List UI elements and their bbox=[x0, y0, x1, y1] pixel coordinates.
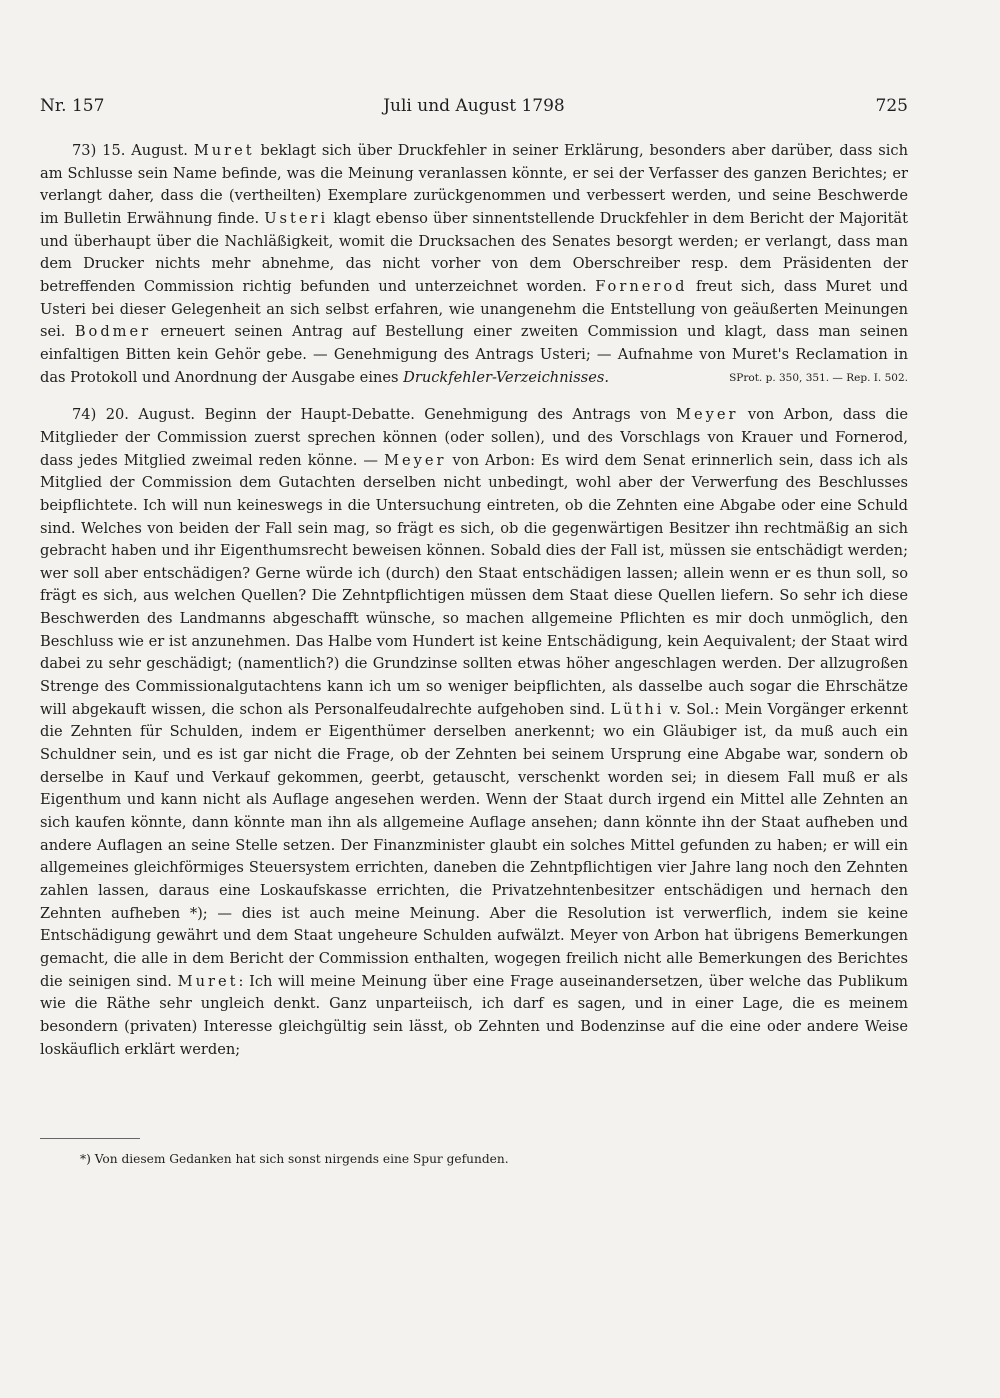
speaker-name: Bodmer bbox=[74, 323, 152, 341]
speaker-name: Muret bbox=[177, 972, 239, 990]
text-run: klagt ebenso über sinnentstellende Druckfehler in dem Bericht der Majorität und überhaupt über die Nachläßigkeit, womit die Drucksachen des Senates besorgt werden; er verlangt, dass man dem Drucker nichts mehr abnehme, das nicht vorher von dem Oberschreiber resp. dem Präsidenten der betreffenden Commission richtig befunden und unterzeichnet worden. bbox=[40, 209, 908, 295]
text-run: freut sich, dass Muret und Usteri bei dieser Gelegenheit an sich selbst erfahren, wie unangenehm die Entstellung von geäußerten Meinungen sei. bbox=[40, 277, 908, 341]
entry-74 bbox=[40, 404, 908, 1061]
text-run: 74) 20. August. Beginn der Haupt-Debatte. Genehmigung des Antrags von bbox=[72, 406, 676, 424]
source-reference: SProt. p. 350, 351. — Rep. I. 502. bbox=[729, 371, 908, 384]
footnote-divider bbox=[40, 1138, 140, 1139]
speaker-name: Lüthi bbox=[610, 700, 665, 718]
speaker-name: Usteri bbox=[264, 209, 329, 227]
body-text bbox=[40, 140, 908, 1061]
running-title: Juli und August 1798 bbox=[383, 96, 565, 116]
speaker-name: Fornerod bbox=[595, 277, 688, 295]
speaker-name: Meyer bbox=[676, 406, 739, 424]
page-header bbox=[40, 96, 908, 126]
text-run: beklagt sich über Druckfehler in seiner Erklärung, besonders aber darüber, dass sich am Schlusse sein Name befinde, was die Meinung veranlassen könnte, er sei der Verfasser des ganzen Berichtes; er verlangt daher, dass die (vertheilten) Exemplare zurückgenommen und verbessert werden, und seine Beschwerde im Bulletin Erwähnung finde. bbox=[40, 142, 909, 227]
page-number: 725 bbox=[875, 96, 908, 116]
text-run: v. Sol.: Mein Vorgänger erkennt die Zehnten für Schulden, indem er Eigenthümer derselben anerkennt; wo ein Gläubiger ist, da muß auch ein Schuldner sein, und es ist gar nicht die Frage, ob der Zehnten bei seinem Ursprung eine Abgabe war, sondern ob derselbe in Kauf und Verkauf gekommen, geerbt, getauscht, verschenkt worden sei; in diesem Fall muß er als Eigenthum und kann nicht als Auflage angesehen werden. Wenn der Staat durch irgend ein Mittel alle Zehnten an sich kaufen könnte, dann könnte man ihn als allgemeine Auflage ansehen; dann könnte ihn der Staat aufheben und andere Auflagen an seine Stelle setzen. Der Finanzminister glaubt ein solches Mittel gefunden zu haben; er will ein allgemeines gleichförmiges Steuersystem errichten, daneben die Zehntpflichtigen vier Jahre lang noch den Zehnten zahlen lassen, daraus eine Loskaufskasse errichten, die Privatzehntenbesitzer entschädigen und hernach den Zehnten aufheben *); — dies ist auch meine Meinung. Aber die Resolution ist verwerflich, indem sie keine Entschädigung gewährt und dem Staat ungeheure Schulden aufwälzt. Meyer von Arbon hat übrigens Bemerkungen gemacht, die alle in dem Bericht der Commission enthalten, wogegen freilich nicht alle Bemerkungen des Berichtes die seinigen sind. bbox=[40, 700, 908, 990]
footnote: *) Von diesem Gedanken hat sich sonst nirgends eine Spur gefunden. bbox=[80, 1152, 509, 1166]
text-run: 73) 15. August. bbox=[72, 142, 194, 159]
speaker-name: Meyer bbox=[384, 451, 447, 469]
document-number: Nr. 157 bbox=[40, 96, 105, 116]
text-run: von Arbon, dass die Mitglieder der Commission zuerst sprechen können (oder sollen), und des Vorschlags von Krauer und Fornerod, dass jedes Mitglied zweimal reden könne. — bbox=[40, 406, 908, 469]
text-run: erneuert seinen Antrag auf Bestellung einer zweiten Commission und klagt, dass man seinen einfaltigen Bitten kein Gehör gebe. — Genehmigung des Antrags Usteri; — Aufnahme von Muret's Reclamation in das Protokoll und Anordnung der Ausgabe eines bbox=[40, 323, 909, 386]
italic-term: Druckfehler-Verzeichnisses. bbox=[403, 368, 610, 386]
text-run: : Ich will meine Meinung über eine Frage auseinandersetzen, über welche das Publikum wie die Räthe sehr ungleich denkt. Ganz unparteiisch, ich darf es sagen, und in einer Lage, die es meinem besondern (privaten) Interesse gleichgültig sein lässt, ob Zehnten und Bodenzinse auf die eine oder andere Weise loskäuflich erklärt werden; bbox=[40, 972, 908, 1058]
text-run: von Arbon: Es wird dem Senat erinnerlich sein, dass ich als Mitglied der Commission dem Gutachten derselben nicht unbedingt, wohl aber der Verwerfung des Beschlusses beipflichtete. Ich will nun keineswegs in die Untersuchung eintreten, ob die Zehnten eine Abgabe oder eine Schuld sind. Welches von beiden der Fall sein mag, so frägt es sich, ob die gegenwärtigen Besitzer ihn rechtmäßig an sich gebracht haben und ihr Eigenthumsrecht beweisen können. Sobald dies der Fall ist, müssen sie entschädigt werden; wer soll aber entschädigen? Gerne würde ich (durch) den Staat entschädigen lassen; allein wenn er es thun soll, so frägt es sich, aus welchen Quellen? Die Zehntpflichtigen müssen dem Staat diese Quellen liefern. So sehr ich diese Beschwerden des Landmanns abgeschafft wünsche, so machen allgemeine Pflichten es mir doch unmöglich, den Beschluss wie er ist anzunehmen. Das Halbe vom Hundert ist keine Entschädigung, kein Aequivalent; der Staat wird dabei zu sehr geschädigt; (namentlich?) die Grundzinse sollten etwas höher angeschlagen werden. Der allzugroßen Strenge des Commissionalgutachtens kann ich um so weniger beipflichten, als dasselbe auch sogar die Ehrschätze will abgekauft wissen, die schon als Personalfeudalrechte aufgehoben sind. bbox=[40, 451, 908, 718]
entry-73 bbox=[40, 140, 908, 389]
speaker-name: Muret bbox=[193, 142, 255, 159]
